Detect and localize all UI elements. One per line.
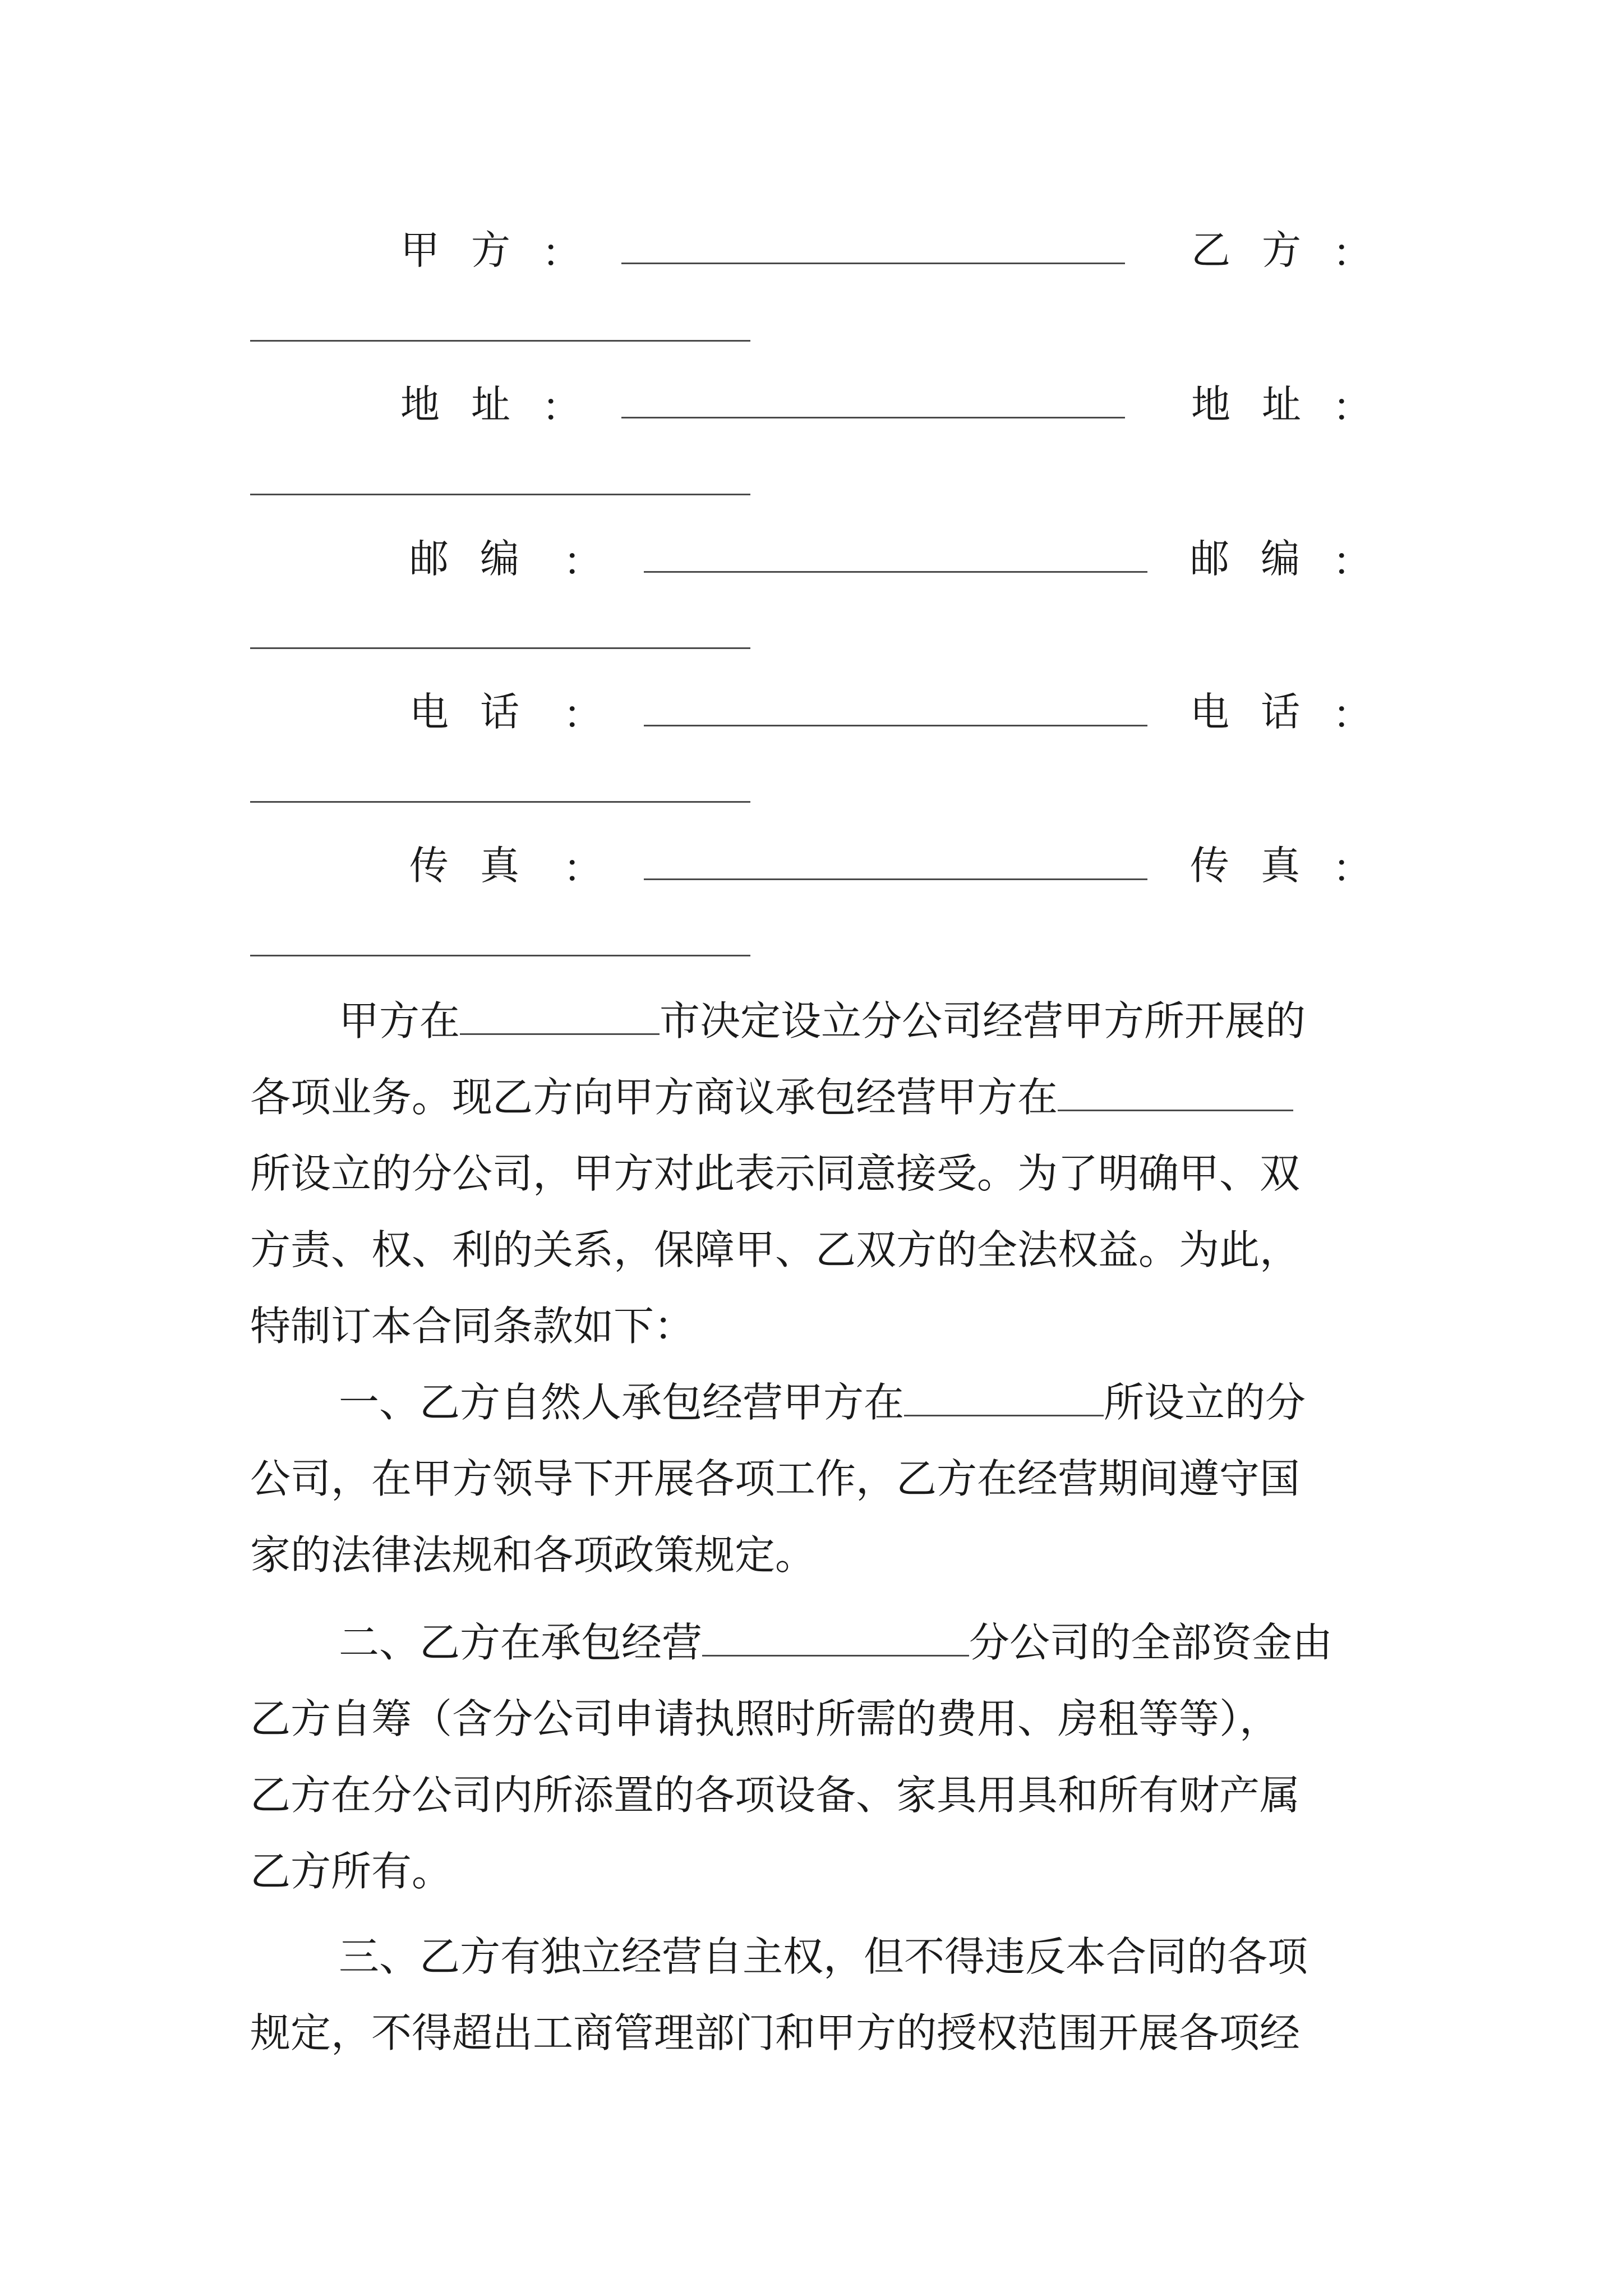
intro-text: 市决定设立分公司经营甲方所开展的 [660, 997, 1306, 1045]
clause-2-line-3: 乙方在分公司内所添置的各项设备、家具用具和所有财产属 [250, 1772, 1301, 1819]
intro-line-1 [250, 983, 1306, 1059]
party-a-fax-blank[interactable] [644, 878, 1147, 880]
intro-line-3: 所设立的分公司，甲方对此表示同意接受。为了明确甲、双 [250, 1150, 1301, 1197]
clause-text: 所设立的分 [1104, 1379, 1306, 1426]
party-a-address-label: 地址 [400, 381, 542, 427]
party-b-name-label: 乙方 [1191, 227, 1332, 273]
clause-1-line-2: 公司，在甲方领导下开展各项工作，乙方在经营期间遵守国 [250, 1455, 1301, 1502]
party-b-fax-blank[interactable] [250, 955, 750, 956]
party-b-address-label: 地址 [1191, 381, 1332, 427]
colon: ： [542, 384, 581, 430]
party-a-postcode-blank[interactable] [644, 571, 1147, 573]
city-blank[interactable] [460, 999, 660, 1035]
clause-text: 三、乙方有独立经营自主权，但不得违反本合同的各项 [339, 1933, 1308, 1980]
intro-line-4: 方责、权、利的关系，保障甲、乙双方的全法权益。为此， [250, 1226, 1301, 1273]
party-b-phone-label: 电话 [1190, 689, 1331, 735]
location-blank[interactable] [1058, 1075, 1293, 1111]
colon: ： [542, 230, 581, 276]
colon: ： [563, 539, 602, 585]
clause-2-line-1 [250, 1604, 1332, 1681]
party-a-postcode-label: 邮编 [409, 536, 551, 582]
clause-text: 一、乙方自然人承包经营甲方在 [339, 1379, 905, 1426]
party-b-address-blank[interactable] [250, 494, 750, 495]
clause-2-line-4: 乙方所有。 [250, 1848, 453, 1895]
intro-text: 甲方在 [339, 997, 460, 1045]
colon: ： [1332, 539, 1372, 585]
party-b-postcode-blank[interactable] [250, 647, 750, 649]
intro-line-2 [250, 1059, 1293, 1135]
colon: ： [563, 692, 602, 738]
party-b-postcode-label: 邮编 [1190, 536, 1331, 582]
clause-text: 分公司的全部资金由 [969, 1619, 1333, 1666]
clause-3-line-2: 规定，不得超出工商管理部门和甲方的授权范围开展各项经 [250, 2009, 1301, 2056]
clause-1-blank[interactable] [904, 1380, 1104, 1416]
party-b-phone-blank[interactable] [250, 801, 750, 803]
intro-line-5: 特制订本合同条款如下： [250, 1303, 695, 1350]
colon: ： [1332, 230, 1372, 276]
party-b-fax-label: 传真 [1190, 843, 1331, 889]
colon: ： [1332, 384, 1372, 430]
clause-1-line-3: 家的法律法规和各项政策规定。 [250, 1531, 816, 1579]
party-a-name-blank[interactable] [621, 263, 1125, 264]
colon: ： [1332, 692, 1372, 738]
field-label: 甲方 [400, 227, 542, 273]
colon: ： [563, 845, 602, 891]
clause-1-line-1 [250, 1364, 1306, 1441]
party-a-phone-label: 电话 [409, 689, 551, 735]
clause-2-blank[interactable] [702, 1620, 969, 1657]
party-a-phone-blank[interactable] [644, 725, 1147, 726]
clause-2-line-2: 乙方自筹（含分公司申请执照时所需的费用、房租等等）， [250, 1695, 1280, 1742]
party-a-address-blank[interactable] [621, 417, 1125, 418]
party-a-fax-label: 传真 [409, 843, 551, 889]
colon: ： [1332, 845, 1372, 891]
clause-text: 二、乙方在承包经营 [339, 1619, 703, 1666]
clause-3-line-1 [250, 1918, 1308, 1995]
party-b-name-blank[interactable] [250, 340, 750, 342]
intro-text: 各项业务。现乙方向甲方商议承包经营甲方在 [250, 1074, 1058, 1121]
